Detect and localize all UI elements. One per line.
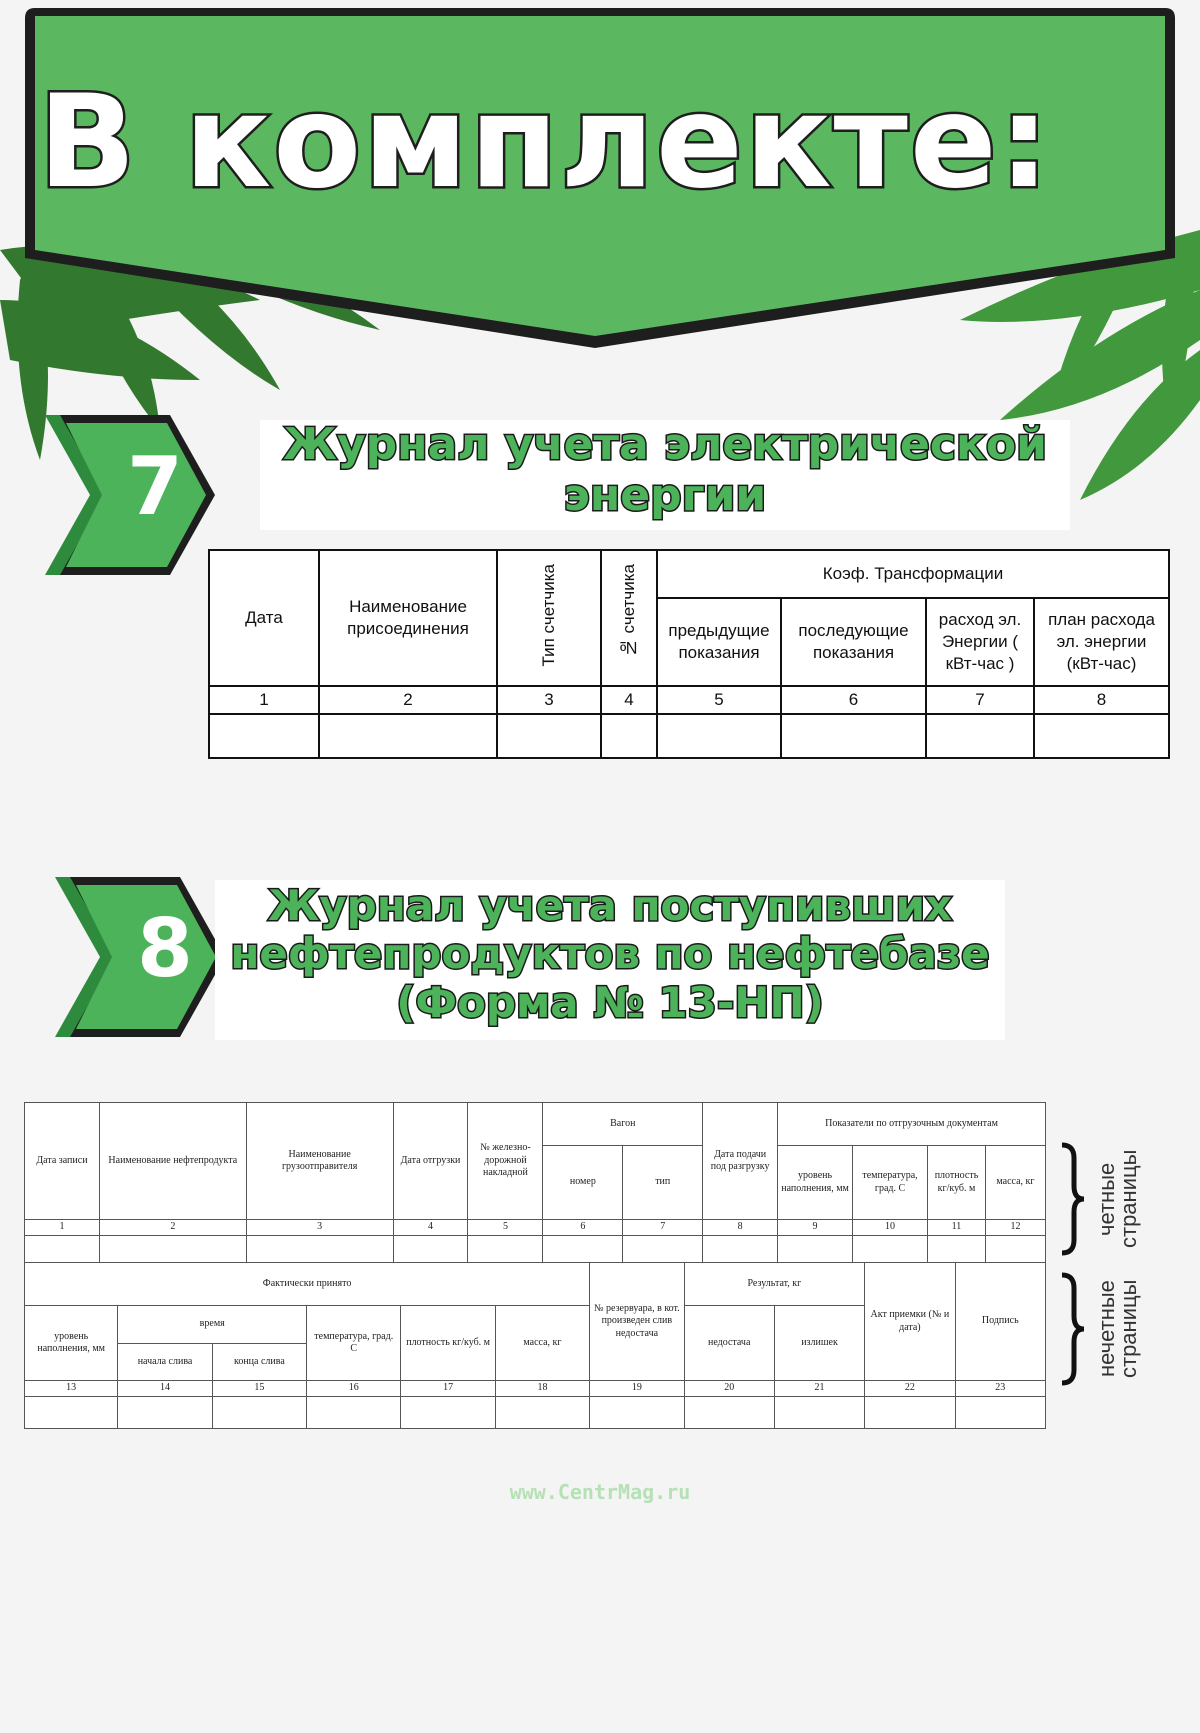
- col-wagon: Вагон: [543, 1103, 703, 1146]
- col-number: 6: [543, 1220, 623, 1236]
- col-number: 10: [853, 1220, 928, 1236]
- col-temperature: температура, град. С: [853, 1146, 928, 1220]
- section-8-title-line2: нефтепродуктов по нефтебазе: [230, 929, 990, 979]
- col-mass: масса, кг: [985, 1146, 1045, 1220]
- col-time: время: [118, 1306, 306, 1344]
- col-number: 1: [209, 686, 319, 714]
- col-temperature: температура, град. С: [307, 1306, 401, 1381]
- col-actually-accepted: Фактически принято: [25, 1263, 590, 1306]
- col-number: 11: [928, 1220, 986, 1236]
- col-number: 9: [778, 1220, 853, 1236]
- section-8-title: [215, 882, 1005, 1027]
- col-number: 5: [468, 1220, 543, 1236]
- header-title: В комплекте:: [38, 68, 1052, 217]
- col-shipping-docs: Показатели по отгрузочным документам: [778, 1103, 1046, 1146]
- col-start-drain: начала слива: [118, 1344, 212, 1381]
- col-surplus: излишек: [774, 1306, 864, 1381]
- label-odd-pages: нечетные страницы: [1094, 1279, 1141, 1379]
- col-density: плотность кг/куб. м: [401, 1306, 495, 1381]
- col-number: 3: [497, 686, 601, 714]
- col-tank-number: № резервуара, в кот. произведен слив недостача: [590, 1263, 684, 1381]
- col-plan: план расхода эл. энергии (кВт-час): [1034, 598, 1169, 686]
- col-number: 7: [623, 1220, 703, 1236]
- col-number: 22: [865, 1381, 955, 1397]
- col-number: 14: [118, 1381, 212, 1397]
- col-next-readings: последующие показания: [781, 598, 926, 686]
- col-number: 8: [1034, 686, 1169, 714]
- oil-log-table-even: [24, 1102, 1046, 1268]
- col-number: 7: [926, 686, 1034, 714]
- brace-odd-icon: [1058, 1272, 1088, 1386]
- col-number: 19: [590, 1381, 684, 1397]
- col-record-date: Дата записи: [25, 1103, 100, 1220]
- col-fill-level: уровень наполнения, мм: [778, 1146, 853, 1220]
- footer-url[interactable]: www.CentrMag.ru: [509, 1480, 691, 1504]
- section-7-badge: [45, 410, 215, 580]
- col-meter-number: № счетчика: [618, 563, 638, 657]
- oil-log-table-odd: [24, 1262, 1046, 1429]
- header-banner: [25, 8, 1175, 358]
- section-7-number: 7: [127, 440, 183, 533]
- col-date: Дата: [209, 550, 319, 686]
- col-result: Результат, кг: [684, 1263, 865, 1306]
- col-product-name: Наименование нефтепродукта: [99, 1103, 246, 1220]
- col-shortage: недостача: [684, 1306, 774, 1381]
- col-waybill-number: № железно-дорожной накладной: [468, 1103, 543, 1220]
- energy-log-table: [208, 549, 1170, 759]
- col-unload-date: Дата подачи под разгрузку: [703, 1103, 778, 1220]
- col-density: плотность кг/куб. м: [928, 1146, 986, 1220]
- table-number-row: [25, 1381, 1046, 1397]
- col-connection-name: Наименование присоединения: [319, 550, 497, 686]
- section-8-title-line1: Журнал учета поступивших: [267, 881, 953, 930]
- table-row: [25, 1396, 1046, 1428]
- col-number: 8: [703, 1220, 778, 1236]
- col-number: 13: [25, 1381, 118, 1397]
- col-end-drain: конца слива: [233, 1355, 285, 1367]
- section-7-title-line1: Журнал учета электрической: [283, 419, 1047, 470]
- label-even-pages: четные страницы: [1094, 1149, 1141, 1249]
- table-row: [209, 714, 1169, 758]
- col-mass: масса, кг: [495, 1306, 589, 1381]
- col-number: 23: [955, 1381, 1045, 1397]
- col-shipper-name: Наименование грузоотправителя: [246, 1103, 393, 1220]
- col-ship-date: Дата отгрузки: [393, 1103, 468, 1220]
- section-8-badge: [55, 872, 225, 1042]
- section-7-title: [260, 420, 1070, 521]
- col-number: 18: [495, 1381, 589, 1397]
- col-number: 15: [212, 1381, 306, 1397]
- col-number: 2: [319, 686, 497, 714]
- col-number: 12: [985, 1220, 1045, 1236]
- brace-even-icon: [1058, 1142, 1088, 1256]
- col-fill-level: уровень наполнения, мм: [25, 1306, 118, 1381]
- col-meter-type: Тип счетчика: [538, 564, 558, 667]
- col-number: 6: [781, 686, 926, 714]
- col-number: 3: [246, 1220, 393, 1236]
- section-8-title-line3: (Форма № 13-НП): [396, 977, 824, 1027]
- col-number: 4: [393, 1220, 468, 1236]
- col-number: 21: [774, 1381, 864, 1397]
- col-consumption: расход эл. Энергии ( кВт-час ): [926, 598, 1034, 686]
- table-number-row: [25, 1220, 1046, 1236]
- col-wagon-type: тип: [623, 1146, 703, 1220]
- table-number-row: [209, 686, 1169, 714]
- col-transformation-coef: Коэф. Трансформации: [657, 550, 1169, 598]
- col-number: 5: [657, 686, 781, 714]
- col-acceptance-act: Акт приемки (№ и дата): [865, 1263, 955, 1381]
- col-number: 17: [401, 1381, 495, 1397]
- col-number: 1: [25, 1220, 100, 1236]
- col-number: 16: [307, 1381, 401, 1397]
- col-number: 4: [601, 686, 657, 714]
- col-wagon-number: номер: [543, 1146, 623, 1220]
- section-8-number: 8: [137, 902, 193, 995]
- col-signature: Подпись: [955, 1263, 1045, 1381]
- section-7-title-line2: энергии: [563, 469, 767, 521]
- col-number: 20: [684, 1381, 774, 1397]
- col-previous-readings: предыдущие показания: [657, 598, 781, 686]
- col-number: 2: [99, 1220, 246, 1236]
